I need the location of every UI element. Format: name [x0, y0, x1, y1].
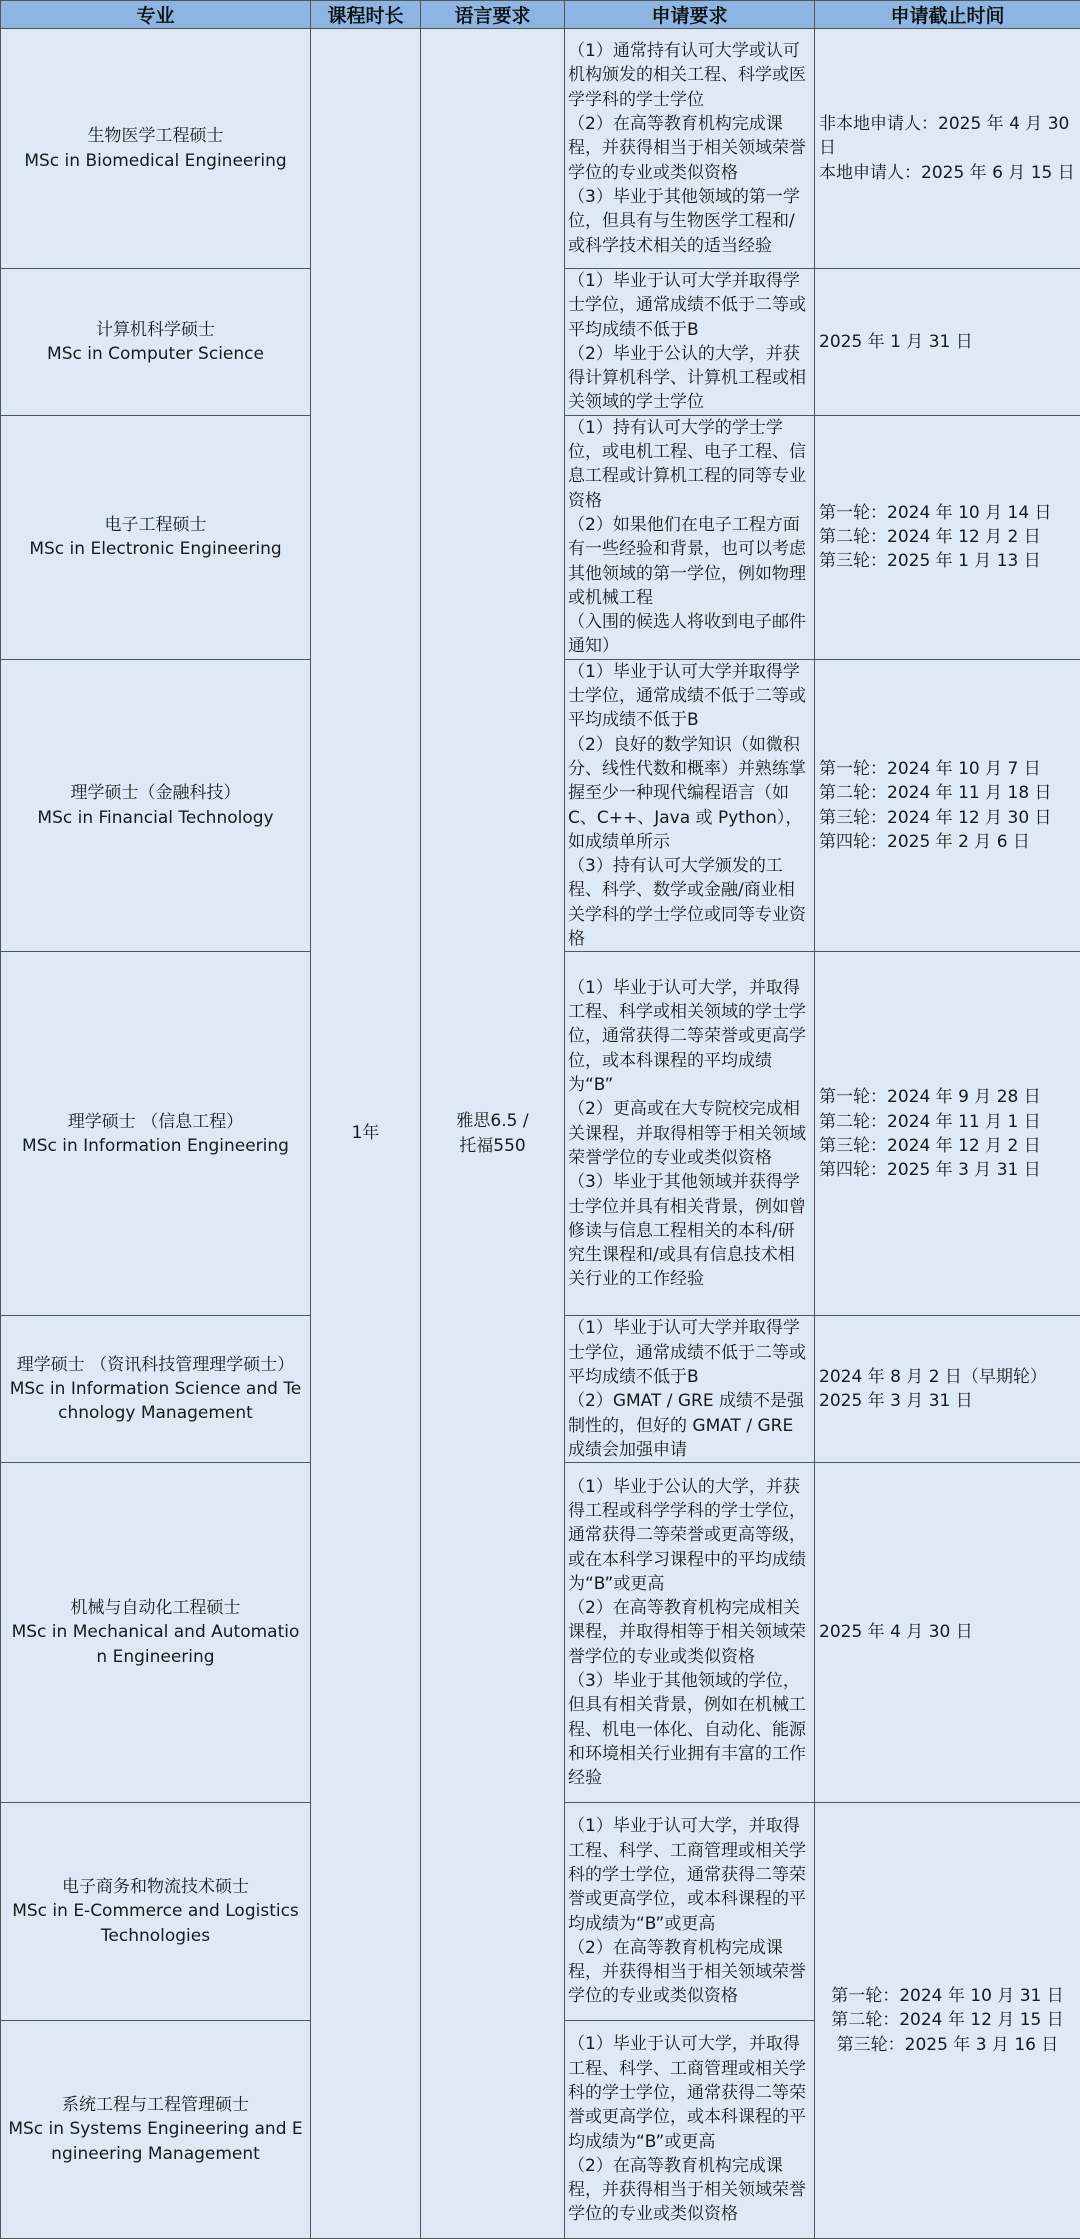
deadline-line: 第二轮：2024 年 12 月 15 日 — [819, 2008, 1076, 2032]
header-requirements: 申请要求 — [565, 1, 815, 29]
header-deadline: 申请截止时间 — [815, 1, 1080, 29]
deadline-cell — [815, 952, 1080, 1316]
deadline-line: 第三轮：2024 年 12 月 30 日 — [819, 806, 1076, 830]
table-row — [1, 29, 1080, 269]
major-name-en: MSc in Mechanical and Automation Engineering — [7, 1620, 304, 1669]
header-language: 语言要求 — [421, 1, 565, 29]
requirements-cell: （1）毕业于认可大学并取得学士学位，通常成绩不低于二等或平均成绩不低于B （2）GMAT / GRE 成绩不是强制性的，但好的 GMAT / GRE 成绩会加强申请 — [565, 1316, 815, 1463]
language-line: 托福550 — [424, 1134, 561, 1158]
major-cell — [1, 659, 311, 952]
deadline-line: 第一轮：2024 年 10 月 14 日 — [819, 501, 1076, 525]
major-name-en: MSc in E-Commerce and Logistics Technologies — [7, 1899, 304, 1948]
deadline-line: 本地申请人：2025 年 6 月 15 日 — [819, 161, 1076, 185]
major-name-cn: 理学硕士 （信息工程） — [7, 1110, 304, 1134]
major-name-en: MSc in Information Science and Technology Management — [7, 1377, 304, 1426]
header-duration: 课程时长 — [311, 1, 421, 29]
deadline-cell — [815, 29, 1080, 269]
deadline-line: 非本地申请人：2025 年 4 月 30 日 — [819, 112, 1076, 161]
deadline-cell — [815, 1316, 1080, 1463]
major-cell — [1, 1316, 311, 1463]
major-name-cn: 生物医学工程硕士 — [7, 124, 304, 148]
deadline-line: 第一轮：2024 年 10 月 7 日 — [819, 757, 1076, 781]
deadline-line: 第一轮：2024 年 10 月 31 日 — [819, 1984, 1076, 2008]
requirements-cell: （1）持有认可大学的学士学位，或电机工程、电子工程、信息工程或计算机工程的同等专业资格 （2）如果他们在电子工程方面有一些经验和背景，也可以考虑其他领域的第一学位，例如物理或机械工程 （入围的候选人将收到电子邮件通知） — [565, 415, 815, 659]
requirements-cell: （1）毕业于公认的大学，并获得工程或科学学科的学士学位，通常获得二等荣誉或更高等级，或在本科学习课程中的平均成绩为“B”或更高 （2）在高等教育机构完成相关课程，并取得相等于相关领域荣誉学位的专业或类似资格 （3）毕业于其他领域的学位，但具有相关背景，例如在机械工程、机电一体化、自动化、能源和环境相关行业拥有丰富的工作经验 — [565, 1463, 815, 1803]
requirements-cell: （1）毕业于认可大学，并取得工程、科学或相关领域的学士学位，通常获得二等荣誉或更高学位，或本科课程的平均成绩为“B” （2）更高或在大专院校完成相关课程，并取得相等于相关领域荣誉学位的专业或类似资格 （3）毕业于其他领域并获得学士学位并具有相关背景，例如曾修读与信息工程相关的本科/研究生课程和/或具有信息技术相关行业的工作经验 — [565, 952, 815, 1316]
deadline-line: 2025 年 3 月 31 日 — [819, 1389, 1076, 1413]
deadline-line: 2025 年 1 月 31 日 — [819, 330, 1076, 354]
deadline-line: 2025 年 4 月 30 日 — [819, 1620, 1076, 1644]
major-name-en: MSc in Electronic Engineering — [7, 537, 304, 561]
deadline-line: 第三轮：2024 年 12 月 2 日 — [819, 1134, 1076, 1158]
deadline-line: 第三轮：2025 年 1 月 13 日 — [819, 549, 1076, 573]
major-cell — [1, 269, 311, 416]
major-name-cn: 系统工程与工程管理硕士 — [7, 2093, 304, 2117]
major-cell — [1, 2021, 311, 2239]
duration-cell: 1年 — [311, 29, 421, 2239]
deadline-line: 第二轮：2024 年 12 月 2 日 — [819, 525, 1076, 549]
deadline-line: 第四轮：2025 年 3 月 31 日 — [819, 1158, 1076, 1182]
deadline-line: 第四轮：2025 年 2 月 6 日 — [819, 830, 1076, 854]
requirements-cell: （1）通常持有认可大学或认可机构颁发的相关工程、科学或医学学科的学士学位 （2）在高等教育机构完成课程，并获得相当于相关领域荣誉学位的专业或类似资格 （3）毕业于其他领域的第一学位，但具有与生物医学工程和/或科学技术相关的适当经验 — [565, 29, 815, 269]
major-name-en: MSc in Systems Engineering and Engineering Management — [7, 2117, 304, 2166]
major-name-en: MSc in Computer Science — [7, 342, 304, 366]
requirements-cell: （1）毕业于认可大学并取得学士学位，通常成绩不低于二等或平均成绩不低于B （2）毕业于公认的大学，并获得计算机科学、计算机工程或相关领域的学士学位 — [565, 269, 815, 416]
major-cell — [1, 1803, 311, 2021]
major-cell — [1, 29, 311, 269]
major-cell — [1, 1463, 311, 1803]
major-name-cn: 理学硕士 （资讯科技管理理学硕士） — [7, 1353, 304, 1377]
deadline-line: 2024 年 8 月 2 日（早期轮） — [819, 1365, 1076, 1389]
deadline-cell — [815, 269, 1080, 416]
major-name-cn: 计算机科学硕士 — [7, 318, 304, 342]
major-name-cn: 机械与自动化工程硕士 — [7, 1596, 304, 1620]
shared-deadline-cell — [815, 1803, 1080, 2239]
major-name-cn: 电子商务和物流技术硕士 — [7, 1875, 304, 1899]
deadline-line: 第二轮：2024 年 11 月 18 日 — [819, 781, 1076, 805]
major-name-en: MSc in Biomedical Engineering — [7, 149, 304, 173]
deadline-line: 第一轮：2024 年 9 月 28 日 — [819, 1085, 1076, 1109]
major-cell — [1, 952, 311, 1316]
major-name-cn: 电子工程硕士 — [7, 513, 304, 537]
major-name-cn: 理学硕士（金融科技） — [7, 781, 304, 805]
deadline-cell — [815, 659, 1080, 952]
deadline-line: 第三轮：2025 年 3 月 16 日 — [819, 2033, 1076, 2057]
header-row — [1, 1, 1080, 29]
deadline-line: 第二轮：2024 年 11 月 1 日 — [819, 1110, 1076, 1134]
deadline-cell — [815, 1463, 1080, 1803]
header-major: 专业 — [1, 1, 311, 29]
requirements-cell: （1）毕业于认可大学并取得学士学位，通常成绩不低于二等或平均成绩不低于B （2）良好的数学知识（如微积分、线性代数和概率）并熟练掌握至少一种现代编程语言（如 C、C++、Java 或 Python），如成绩单所示 （3）持有认可大学颁发的工程、科学、数学或金融/商业相关学科的学士学位或同等专业资格 — [565, 659, 815, 952]
deadline-cell — [815, 415, 1080, 659]
language-cell — [421, 29, 565, 2239]
major-name-en: MSc in Information Engineering — [7, 1134, 304, 1158]
requirements-cell: （1）毕业于认可大学，并取得工程、科学、工商管理或相关学科的学士学位，通常获得二等荣誉或更高学位，或本科课程的平均成绩为“B”或更高 （2）在高等教育机构完成课程，并获得相当于相关领域荣誉学位的专业或类似资格 — [565, 2021, 815, 2239]
major-cell — [1, 415, 311, 659]
major-name-en: MSc in Financial Technology — [7, 806, 304, 830]
requirements-cell: （1）毕业于认可大学，并取得工程、科学、工商管理或相关学科的学士学位，通常获得二等荣誉或更高学位，或本科课程的平均成绩为“B”或更高 （2）在高等教育机构完成课程，并获得相当于相关领域荣誉学位的专业或类似资格 — [565, 1803, 815, 2021]
language-line: 雅思6.5 / — [424, 1109, 561, 1133]
